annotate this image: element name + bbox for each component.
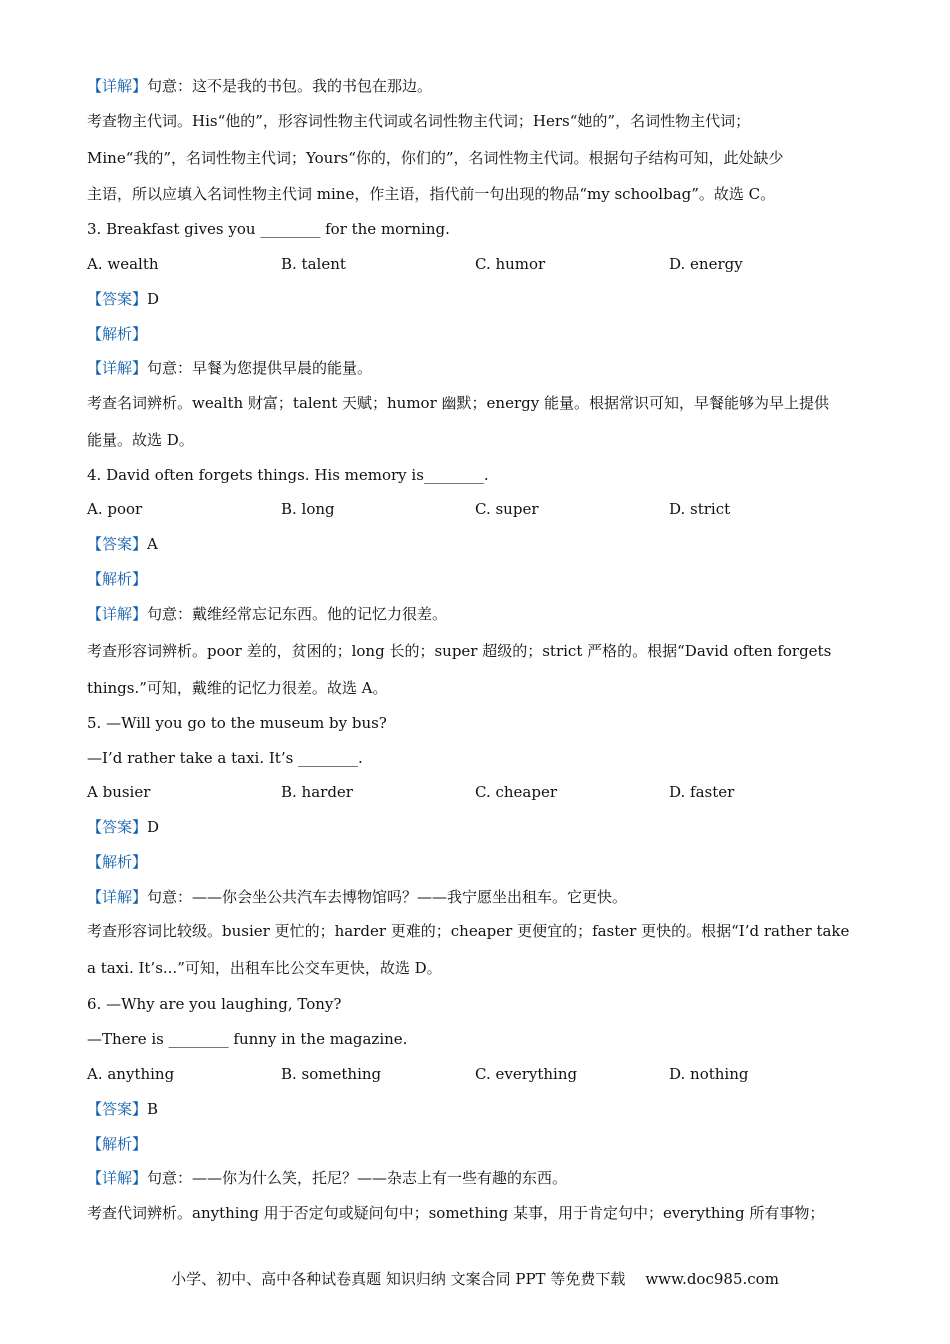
answer-line: [87, 1099, 890, 1119]
jiexi-tag: 【解析】: [87, 570, 148, 588]
answer-value: D: [147, 290, 160, 308]
detail-tag: 【详解】: [87, 888, 148, 906]
option-a: A. anything: [87, 1065, 175, 1083]
option-d: D. nothing: [669, 1065, 749, 1083]
detail-line: 【详解】句意：这不是我的书包。我的书包在那边。: [87, 77, 433, 95]
question-stem: —I’d rather take a taxi. It’s ________.: [87, 749, 363, 767]
answer-value: B: [147, 1100, 159, 1118]
option-b: B. harder: [281, 783, 353, 801]
option-b: B. something: [281, 1065, 382, 1083]
options-row: [87, 499, 887, 519]
option-b: B. long: [281, 500, 335, 518]
analysis-line: 考查代词辨析。anything 用于否定句或疑问句中；something 某事，用于肯定句中；everything 所有事物；: [87, 1204, 825, 1222]
page-footer: [0, 1268, 950, 1289]
detail-line: 【详解】句意：早餐为您提供早晨的能量。: [87, 359, 373, 377]
option-c: C. super: [475, 500, 539, 518]
question-stem: 4. David often forgets things. His memory is________.: [87, 466, 489, 484]
detail-tag: 【详解】: [87, 605, 148, 623]
option-c: C. humor: [475, 255, 546, 273]
answer-tag: 【答案】: [87, 535, 148, 553]
answer-line: [87, 534, 890, 554]
analysis-line: 考查形容词辨析。poor 差的，贫困的；long 长的；super 超级的；strict 严格的。根据“David often forgets: [87, 642, 832, 660]
answer-line: [87, 817, 890, 837]
jiexi-tag: 【解析】: [87, 1135, 148, 1153]
option-d: D. energy: [669, 255, 743, 273]
option-a: A. wealth: [87, 255, 159, 273]
footer-text: 小学、初中、高中各种试卷真题 知识归纳 文案合同 PPT 等免费下载: [171, 1270, 626, 1288]
question-stem: —There is ________ funny in the magazine.: [87, 1030, 408, 1048]
detail-line: 【详解】句意：戴维经常忘记东西。他的记忆力很差。: [87, 605, 448, 623]
option-c: C. everything: [475, 1065, 578, 1083]
detail-tag: 【详解】: [87, 77, 148, 95]
detail-line: 【详解】句意：——你会坐公共汽车去博物馆吗？——我宁愿坐出租车。它更快。: [87, 888, 628, 906]
footer-link[interactable]: www.doc985.com: [645, 1270, 779, 1288]
question-stem: 3. Breakfast gives you ________ for the morning.: [87, 220, 450, 238]
question-stem: 6. —Why are you laughing, Tony?: [87, 995, 342, 1013]
answer-value: D: [147, 818, 160, 836]
detail-tag: 【详解】: [87, 359, 148, 377]
question-stem: 5. —Will you go to the museum by bus?: [87, 714, 387, 732]
analysis-line: 能量。故选 D。: [87, 431, 194, 449]
options-row: [87, 1064, 887, 1084]
option-a: A. poor: [87, 500, 143, 518]
analysis-line: a taxi. It’s...”可知，出租车比公交车更快，故选 D。: [87, 959, 442, 977]
option-a: A busier: [87, 783, 151, 801]
jiexi-tag: 【解析】: [87, 325, 148, 343]
analysis-line: 考查形容词比较级。busier 更忙的；harder 更难的；cheaper 更便宜的；faster 更快的。根据“I’d rather take: [87, 922, 850, 940]
analysis-line: 考查名词辨析。wealth 财富；talent 天赋；humor 幽默；energy 能量。根据常识可知，早餐能够为早上提供: [87, 394, 829, 412]
analysis-line: 主语，所以应填入名词性物主代词 mine，作主语，指代前一句出现的物品“my schoolbag”。故选 C。: [87, 185, 776, 203]
options-row: [87, 782, 887, 802]
answer-value: A: [147, 535, 158, 553]
answer-tag: 【答案】: [87, 290, 148, 308]
answer-tag: 【答案】: [87, 1100, 148, 1118]
detail-line: 【详解】句意：——你为什么笑，托尼？——杂志上有一些有趣的东西。: [87, 1169, 568, 1187]
option-d: D. faster: [669, 783, 735, 801]
option-b: B. talent: [281, 255, 346, 273]
answer-line: [87, 289, 890, 309]
option-c: C. cheaper: [475, 783, 558, 801]
option-d: D. strict: [669, 500, 731, 518]
options-row: [87, 254, 887, 274]
analysis-line: 考查物主代词。His“他的”，形容词性物主代词或名词性物主代词；Hers“她的”，名词性物主代词；: [87, 112, 751, 130]
answer-tag: 【答案】: [87, 818, 148, 836]
analysis-line: Mine“我的”，名词性物主代词；Yours“你的，你们的”，名词性物主代词。根据句子结构可知，此处缺少: [87, 149, 784, 167]
jiexi-tag: 【解析】: [87, 853, 148, 871]
detail-tag: 【详解】: [87, 1169, 148, 1187]
analysis-line: things.”可知，戴维的记忆力很差。故选 A。: [87, 679, 388, 697]
